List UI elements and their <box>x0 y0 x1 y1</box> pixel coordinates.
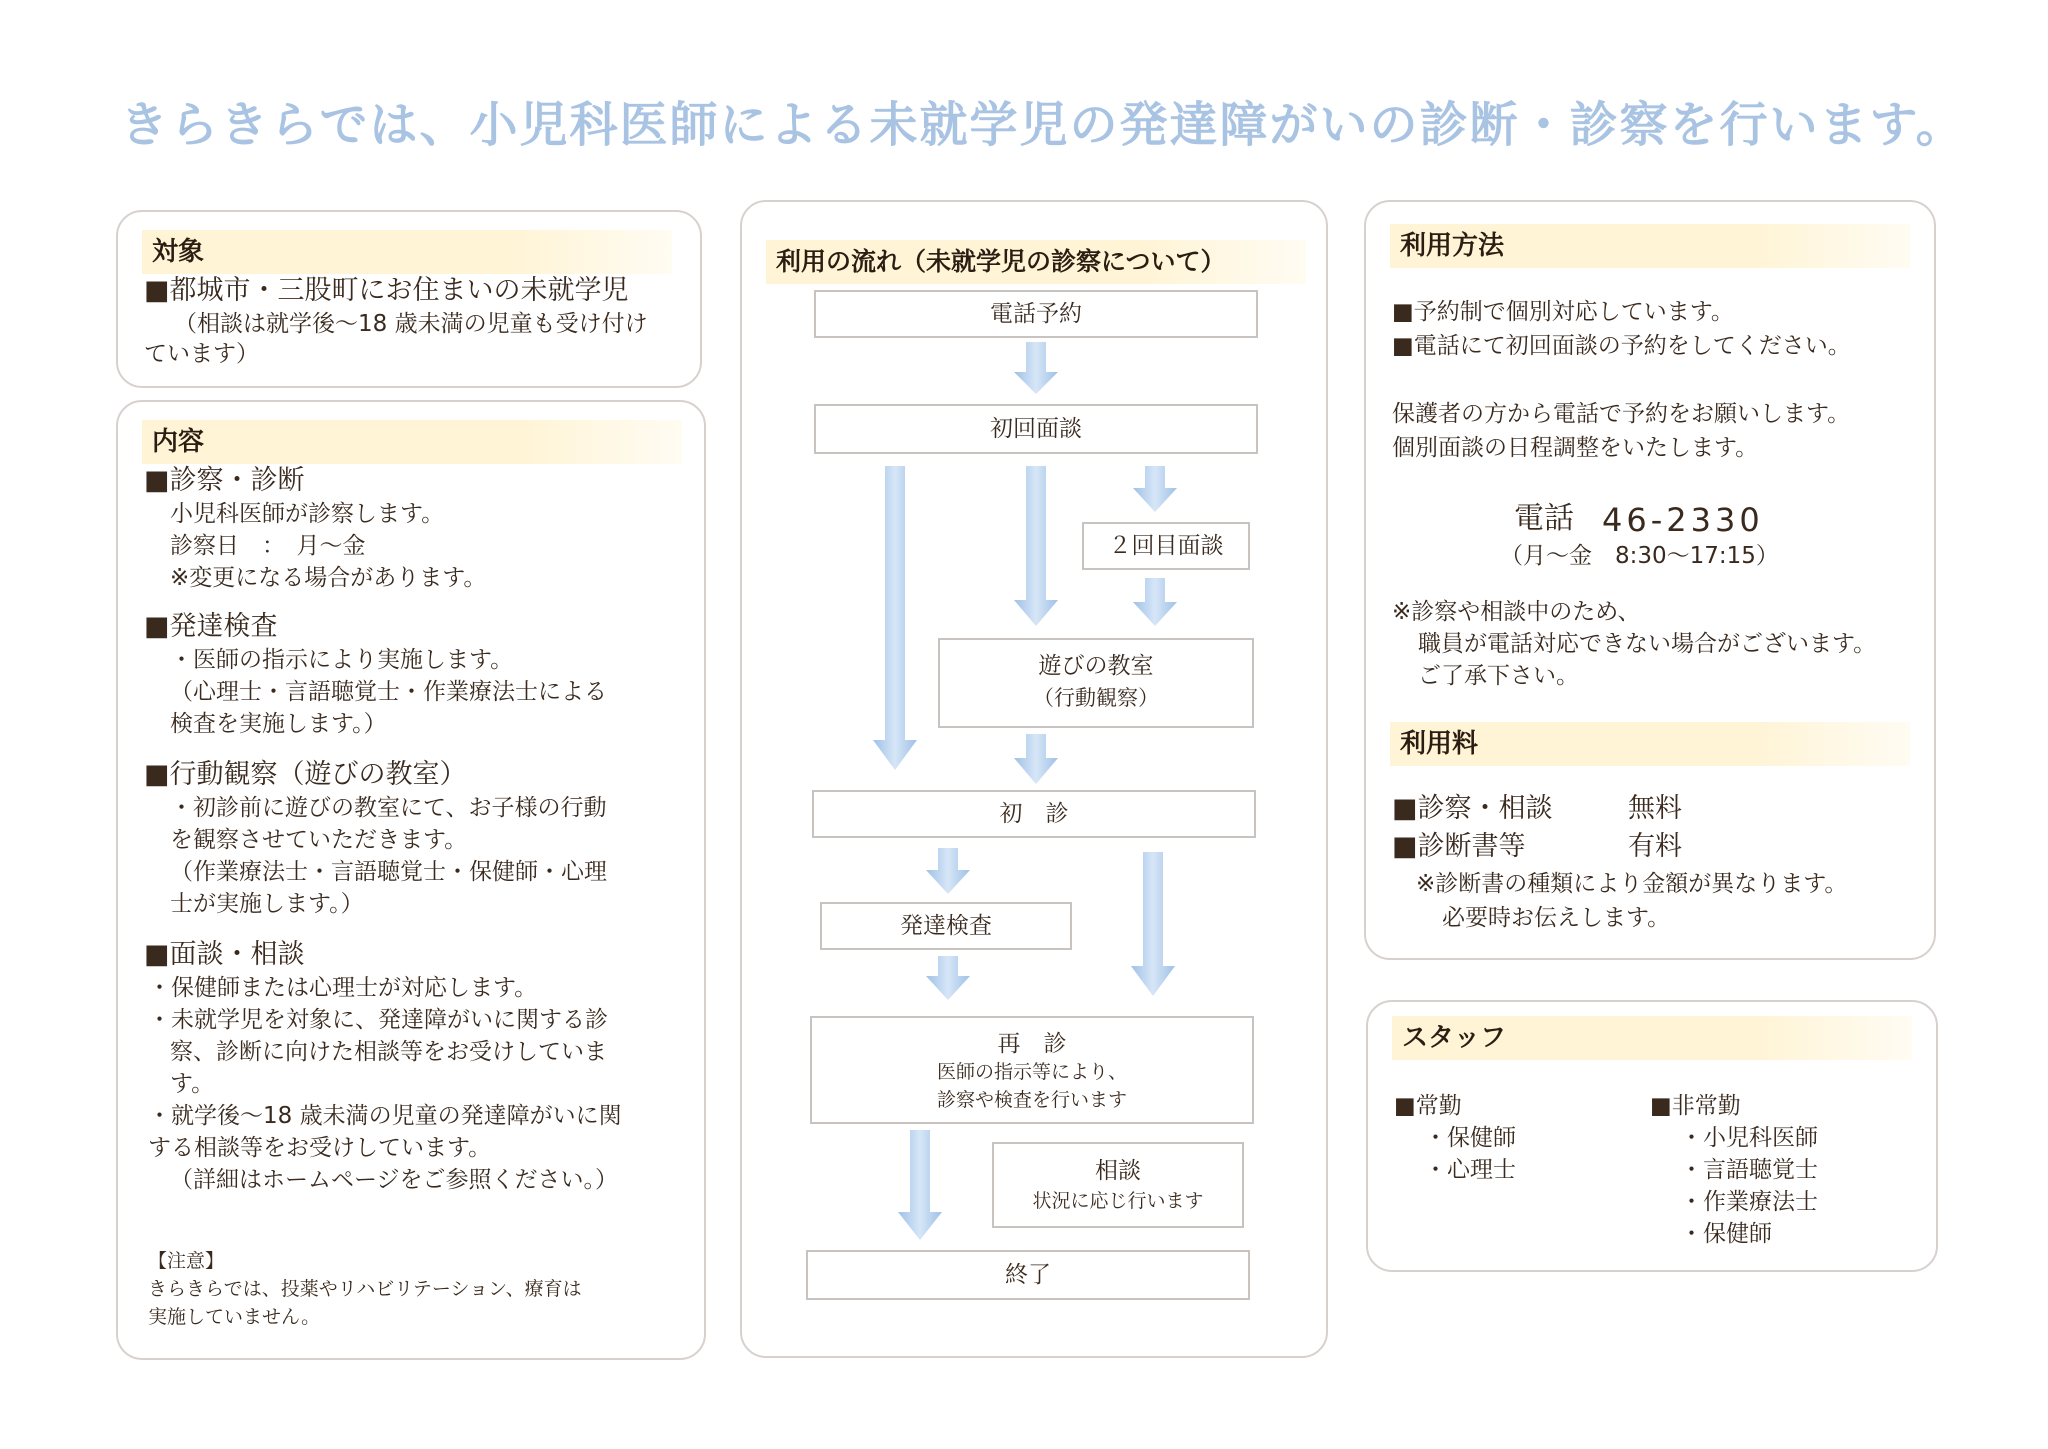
section-text: 検査を実施します。） <box>170 711 387 737</box>
flow-step-label: 遊びの教室 <box>1038 653 1154 679</box>
usage-note: ご了承下さい。 <box>1418 663 1579 689</box>
staff-full-item: ・保健師 <box>1424 1125 1516 1151</box>
staff-full-heading: ■常勤 <box>1394 1093 1462 1119</box>
usage-text: 保護者の方から電話で予約をお願いします。 <box>1392 401 1851 427</box>
flow-step-label: 終了 <box>1005 1262 1051 1288</box>
target-panel <box>116 210 702 388</box>
fee-title: 利用料 <box>1390 722 1910 766</box>
fee-value: 無料 <box>1628 793 1682 824</box>
flow-step-first-exam <box>812 790 1256 838</box>
section-text: 察、診断に向けた相談等をお受けしていま <box>170 1039 607 1065</box>
content-panel <box>116 400 706 1360</box>
flow-step-first-interview <box>814 404 1258 454</box>
usage-text: ■電話にて初回面談の予約をしてください。 <box>1392 333 1851 359</box>
section-heading: ■発達検査 <box>144 611 278 642</box>
usage-panel <box>1364 200 1936 960</box>
fee-label: ■診察・相談 <box>1392 793 1553 824</box>
flow-step-label: 初 診 <box>999 801 1069 827</box>
section-text: ・初診前に遊びの教室にて、お子様の行動 <box>170 795 607 821</box>
flow-step-sub: 医師の指示等により、 <box>936 1061 1127 1083</box>
flow-step-dev-test <box>820 902 1072 950</box>
flow-step-sub: 診察や検査を行います <box>936 1089 1127 1111</box>
usage-title: 利用方法 <box>1390 224 1910 268</box>
flow-step-end <box>806 1250 1250 1300</box>
section-heading: ■面談・相談 <box>144 939 305 970</box>
phone-number: 46-2330 <box>1602 501 1764 539</box>
section-text: す。 <box>170 1071 215 1097</box>
staff-title: スタッフ <box>1392 1016 1912 1060</box>
flow-step-label: 初回面談 <box>990 416 1082 442</box>
fee-note: ※診断書の種類により金額が異なります。 <box>1416 871 1848 897</box>
usage-note: 職員が電話対応できない場合がございます。 <box>1418 631 1877 657</box>
section-text: （詳細はホームページをご参照ください。） <box>170 1167 619 1193</box>
section-text: 診察日 ： 月～金 <box>170 533 366 559</box>
note-text: 実施していません。 <box>148 1306 321 1328</box>
note-heading: 【注意】 <box>148 1250 225 1272</box>
staff-part-item: ・保健師 <box>1680 1221 1772 1247</box>
flow-title: 利用の流れ（未就学児の診察について） <box>766 240 1306 284</box>
phone-hours: （月～金 8:30～17:15） <box>1500 543 1779 569</box>
target-title: 対象 <box>142 230 672 274</box>
staff-full-item: ・心理士 <box>1424 1157 1516 1183</box>
flow-step-play-class <box>938 638 1254 728</box>
staff-part-item: ・言語聴覚士 <box>1680 1157 1818 1183</box>
flow-step-label: 電話予約 <box>990 301 1082 327</box>
section-text: （作業療法士・言語聴覚士・保健師・心理 <box>170 859 607 885</box>
staff-part-heading: ■非常勤 <box>1650 1093 1741 1119</box>
staff-part-item: ・小児科医師 <box>1680 1125 1818 1151</box>
section-text: する相談等をお受けしています。 <box>148 1135 492 1161</box>
section-text: ・未就学児を対象に、発達障がいに関する診 <box>148 1007 608 1033</box>
section-text: 小児科医師が診察します。 <box>170 501 445 527</box>
flow-step-label: 相談 <box>1095 1158 1141 1184</box>
fee-value: 有料 <box>1628 831 1682 862</box>
target-note: （相談は就学後～18 歳未満の児童も受け付け <box>174 311 648 337</box>
usage-text: 個別面談の日程調整をいたします。 <box>1392 435 1759 461</box>
flow-step-label: 再 診 <box>997 1031 1067 1057</box>
content-title: 内容 <box>142 420 682 464</box>
page-headline: きらきらでは、小児科医師による未就学児の発達障がいの診断・診察を行います。 <box>120 97 1966 153</box>
fee-note: 必要時お伝えします。 <box>1442 905 1671 931</box>
section-heading: ■診察・診断 <box>144 465 305 496</box>
staff-part-item: ・作業療法士 <box>1680 1189 1818 1215</box>
section-heading: ■行動観察（遊びの教室） <box>144 759 467 790</box>
section-text: （心理士・言語聴覚士・作業療法士による <box>170 679 607 705</box>
flow-step-phone <box>814 290 1258 338</box>
section-text: ・保健師または心理士が対応します。 <box>148 975 538 1001</box>
flow-step-label: ２回目面談 <box>1108 533 1224 559</box>
flow-step-consult <box>992 1142 1244 1228</box>
target-note: ています） <box>144 341 259 367</box>
section-text: ・就学後～18 歳未満の児童の発達障がいに関 <box>148 1103 622 1129</box>
section-text: ・医師の指示により実施します。 <box>170 647 514 673</box>
fee-label: ■診断書等 <box>1392 831 1526 862</box>
section-text: ※変更になる場合があります。 <box>170 565 487 591</box>
flow-step-second-interview <box>1082 522 1250 570</box>
flow-step-re-exam <box>810 1016 1254 1124</box>
section-text: を観察させていただきます。 <box>170 827 468 853</box>
note-text: きらきらでは、投薬やリハビリテーション、療育は <box>148 1278 582 1300</box>
flow-step-sub: （行動観察） <box>1033 686 1159 710</box>
phone-label: 電話 <box>1514 501 1574 536</box>
staff-panel <box>1366 1000 1938 1272</box>
target-line: ■都城市・三股町にお住まいの未就学児 <box>144 275 629 306</box>
usage-text: ■予約制で個別対応しています。 <box>1392 299 1734 325</box>
flow-step-sub: 状況に応じ行います <box>1032 1190 1204 1212</box>
section-text: 士が実施します。） <box>170 891 364 917</box>
usage-note: ※診察や相談中のため、 <box>1392 599 1641 625</box>
flow-step-label: 発達検査 <box>900 913 992 939</box>
